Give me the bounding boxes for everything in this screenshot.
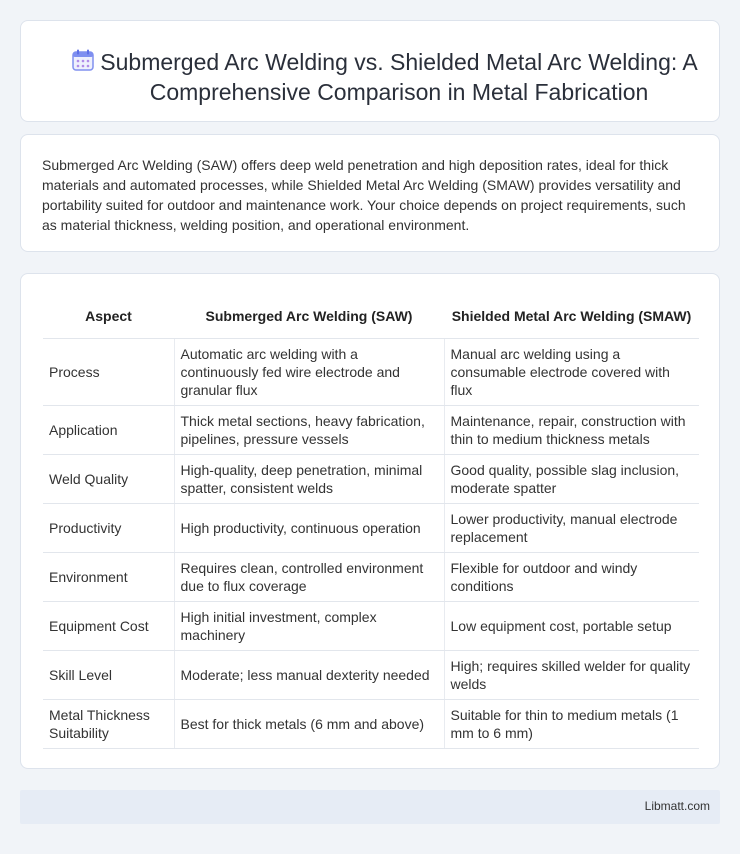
table-row [43, 503, 699, 552]
table-header-row [43, 294, 699, 338]
title-card [20, 20, 720, 122]
page-title: Submerged Arc Welding vs. Shielded Metal Arc Welding: A Comprehensive Comparison in Metal Fabrication [100, 49, 698, 105]
row-aspect: Skill Level [43, 650, 174, 699]
table-row [43, 338, 699, 405]
table-row [43, 601, 699, 650]
intro-text: Submerged Arc Welding (SAW) offers deep weld penetration and high deposition rates, ideal for thick materials and automated processes, while Shielded Metal Arc Welding (SMAW) provides versatility and portability suited for outdoor and maintenance work. Your choice depends on project requirements, such as material thickness, welding position, and operational environment. [42, 157, 686, 233]
row-saw: High initial investment, complex machinery [174, 601, 444, 650]
row-saw: Requires clean, controlled environment due to flux coverage [174, 552, 444, 601]
row-saw: Automatic arc welding with a continuously fed wire electrode and granular flux [174, 338, 444, 405]
row-saw: Thick metal sections, heavy fabrication, pipelines, pressure vessels [174, 405, 444, 454]
row-smaw: Suitable for thin to medium metals (1 mm to 6 mm) [444, 699, 699, 748]
row-saw: Best for thick metals (6 mm and above) [174, 699, 444, 748]
row-smaw: Lower productivity, manual electrode replacement [444, 503, 699, 552]
row-aspect: Metal Thickness Suitability [43, 699, 174, 748]
table-row [43, 552, 699, 601]
row-smaw: Manual arc welding using a consumable electrode covered with flux [444, 338, 699, 405]
footer-brand-link[interactable]: Libmatt.com [644, 799, 710, 813]
row-saw: Moderate; less manual dexterity needed [174, 650, 444, 699]
row-smaw: Flexible for outdoor and windy conditions [444, 552, 699, 601]
comparison-table [43, 294, 699, 749]
table-row [43, 405, 699, 454]
row-aspect: Weld Quality [43, 454, 174, 503]
row-smaw: High; requires skilled welder for quality welds [444, 650, 699, 699]
footer-bar [20, 790, 720, 824]
header-aspect: Aspect [43, 294, 174, 338]
row-aspect: Environment [43, 552, 174, 601]
comparison-card [20, 273, 720, 769]
intro-card [20, 134, 720, 252]
row-smaw: Low equipment cost, portable setup [444, 601, 699, 650]
row-saw: High-quality, deep penetration, minimal spatter, consistent welds [174, 454, 444, 503]
header-saw: Submerged Arc Welding (SAW) [174, 294, 444, 338]
table-row [43, 650, 699, 699]
row-saw: High productivity, continuous operation [174, 503, 444, 552]
row-smaw: Maintenance, repair, construction with thin to medium thickness metals [444, 405, 699, 454]
table-row [43, 454, 699, 503]
table-row [43, 699, 699, 748]
row-aspect: Productivity [43, 503, 174, 552]
row-aspect: Equipment Cost [43, 601, 174, 650]
row-aspect: Application [43, 405, 174, 454]
row-smaw: Good quality, possible slag inclusion, moderate spatter [444, 454, 699, 503]
row-aspect: Process [43, 338, 174, 405]
calendar-icon [71, 48, 95, 72]
header-smaw: Shielded Metal Arc Welding (SMAW) [444, 294, 699, 338]
